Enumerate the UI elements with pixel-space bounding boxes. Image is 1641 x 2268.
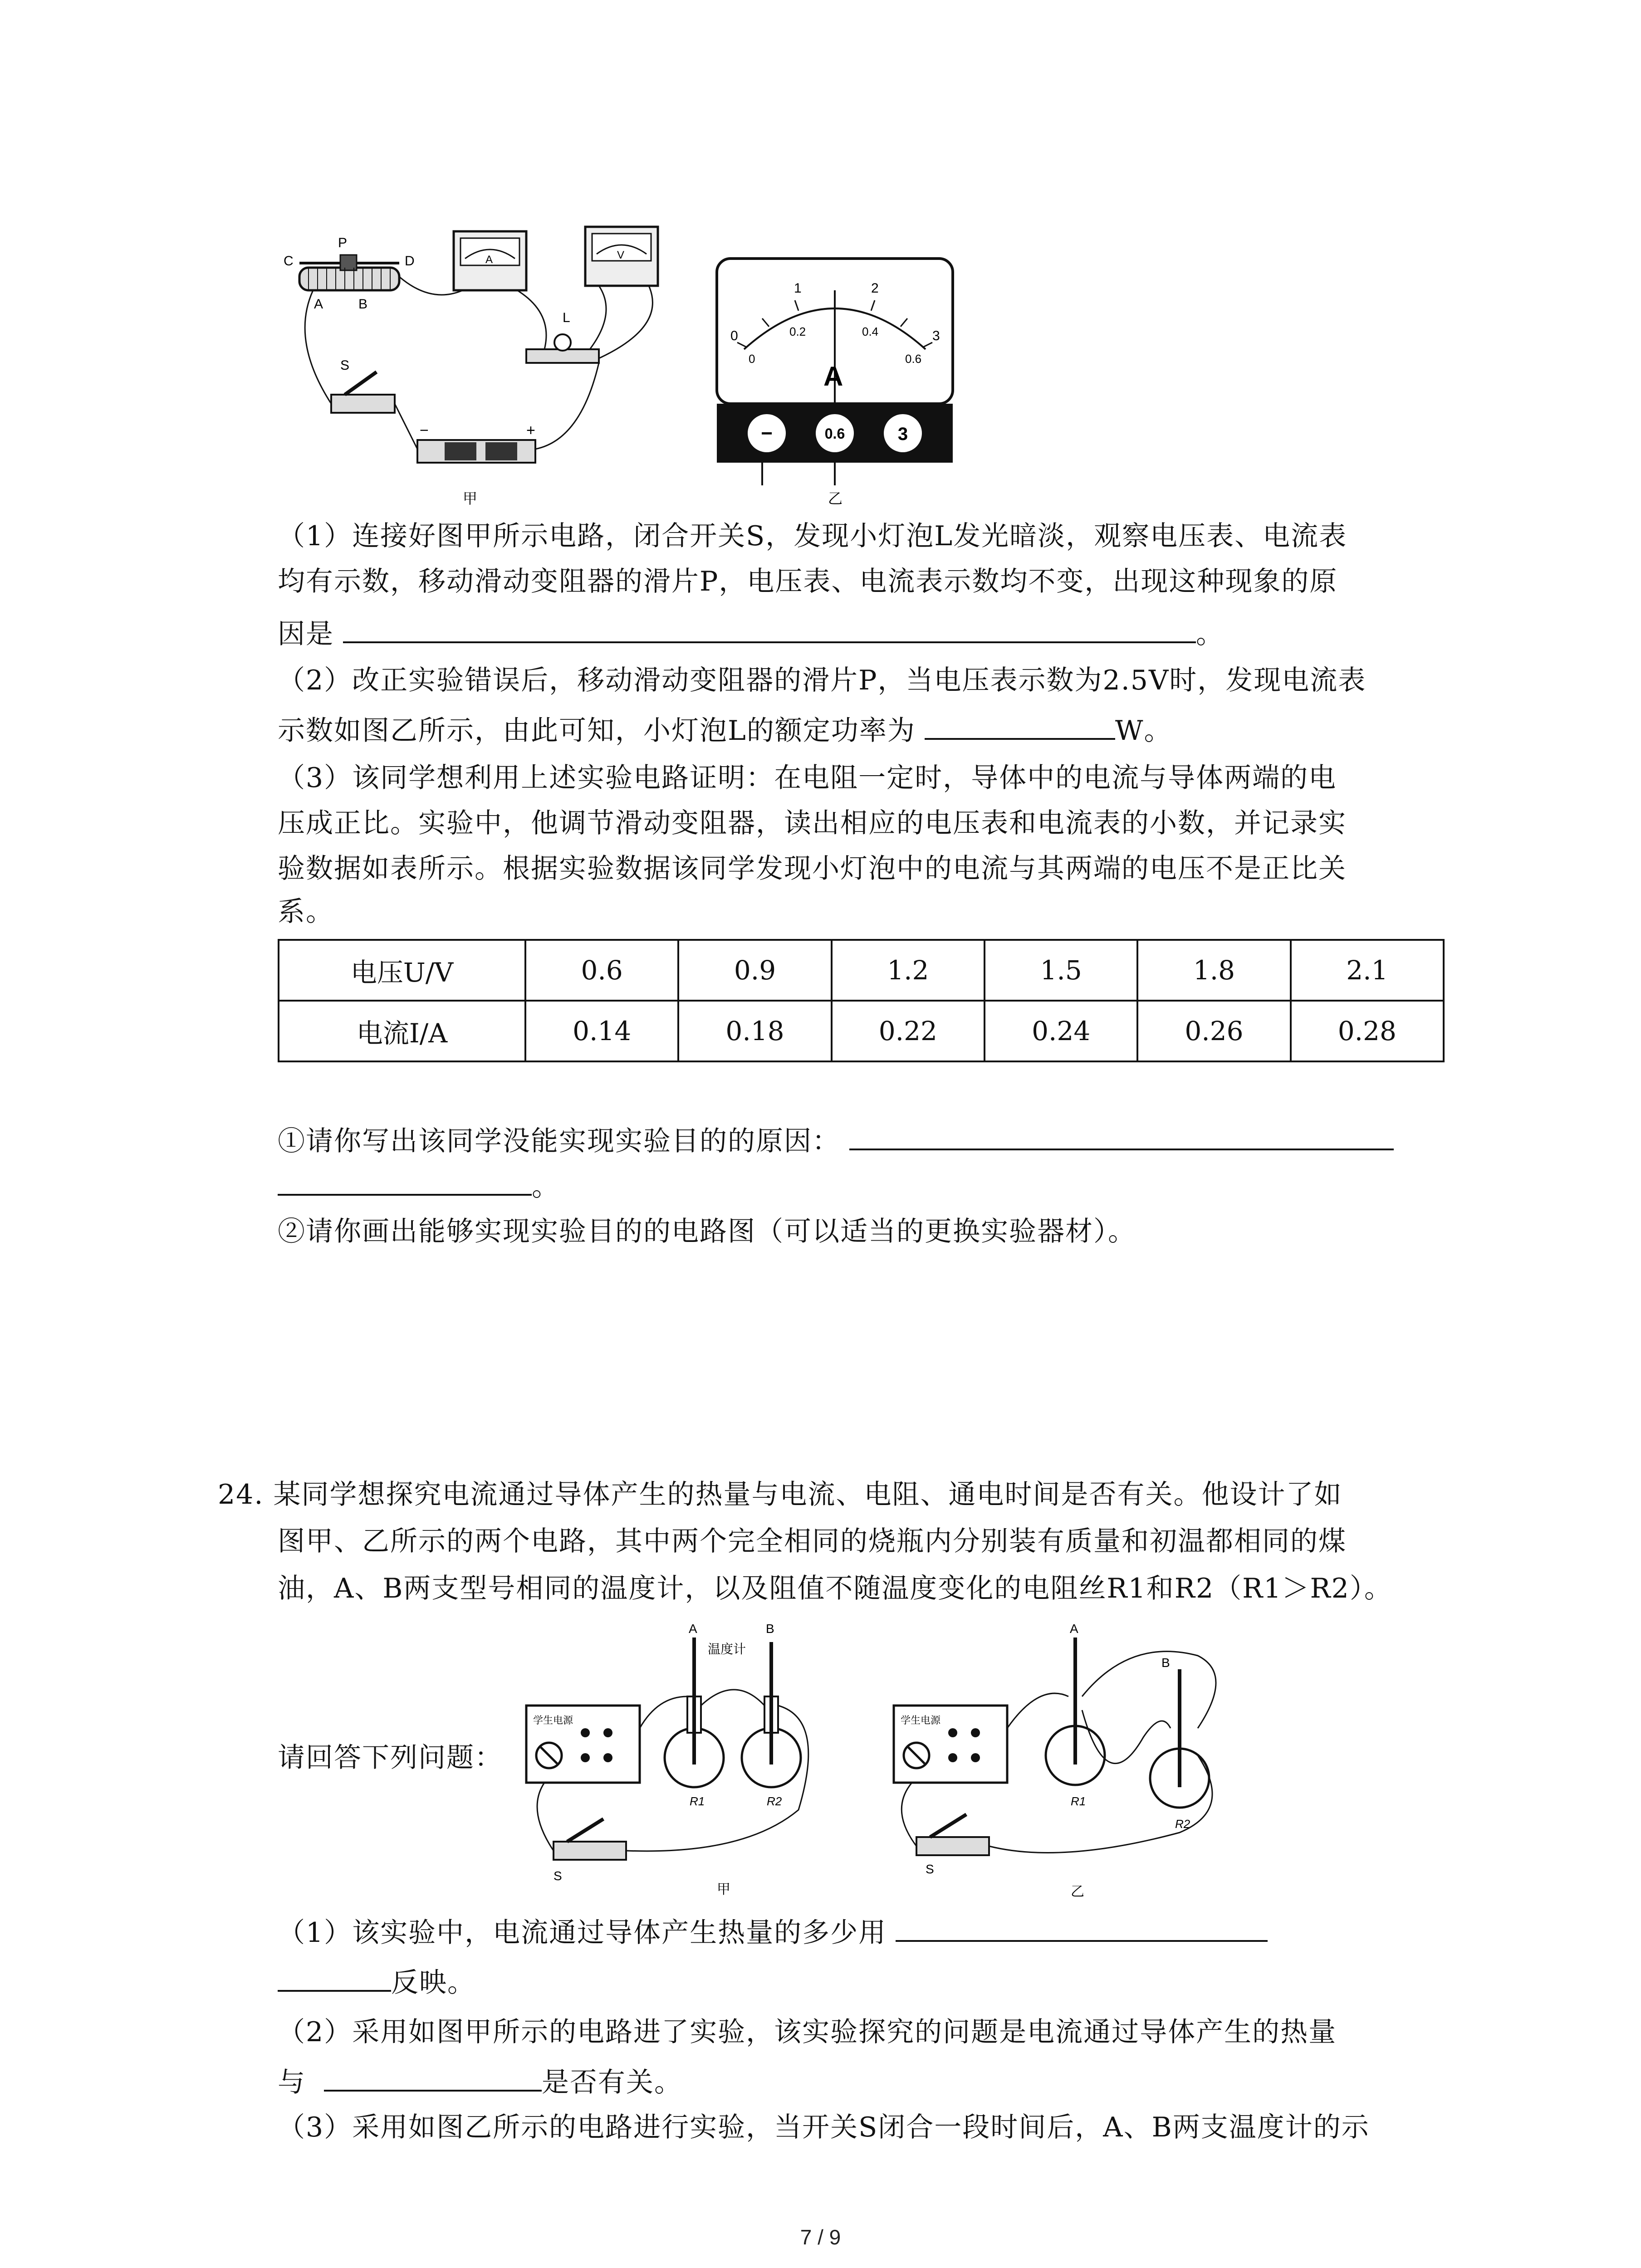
answer-blank-3[interactable] [849, 1120, 1394, 1150]
switch-jia: S [554, 1869, 562, 1883]
q23-p2-line1: （2）改正实验错误后，移动滑动变阻器的滑片P，当电压表示数为2.5V时，发现电流表 [278, 665, 1367, 696]
table-cell: 0.22 [832, 1001, 985, 1061]
table-row [279, 1001, 1444, 1061]
thermo-b-jia: B [766, 1622, 774, 1636]
rheostat-label-a: A [314, 297, 323, 312]
table-cell: 0.18 [678, 1001, 831, 1061]
figure-label-jia: 甲 [463, 490, 478, 507]
figure-label-yi: 乙 [828, 490, 843, 507]
meter-top-0: 0 [730, 328, 738, 343]
table-cell: 0.24 [985, 1001, 1137, 1061]
r1-jia: R1 [690, 1794, 705, 1808]
ammeter-device [454, 231, 526, 290]
answer-blank-3b[interactable] [278, 1166, 532, 1196]
meter-top-3: 3 [932, 328, 940, 343]
power-label-jia: 学生电源 [533, 1715, 573, 1726]
meter-bottom-2: 0.4 [862, 325, 879, 338]
q24-line3: 油，A、B两支型号相同的温度计，以及阻值不随温度变化的电阻丝R1和R2（R1＞R2）。 [278, 1573, 1392, 1604]
r1-yi: R1 [1071, 1794, 1086, 1808]
figure2-label-jia: 甲 [717, 1882, 730, 1897]
circuit-wires [305, 277, 652, 449]
table-row [279, 940, 1444, 1001]
table-cell: 1.5 [985, 940, 1137, 1001]
q23-p3-line2: 压成正比。实验中，他调节滑动变阻器，读出相应的电压表和电流表的小数，并记录实 [278, 807, 1347, 839]
voltmeter-letter: V [617, 249, 625, 261]
q23-p1-line3: 因是 。 [278, 613, 1224, 652]
q23-sub1-cont: 。 [278, 1166, 560, 1205]
terminal-minus: − [761, 422, 773, 445]
q24-q3-line1: （3）采用如图乙所示的电路进行实验，当开关S闭合一段时间后，A、B两支温度计的示 [278, 2112, 1370, 2143]
table-cell: 0.9 [678, 940, 831, 1001]
q23-p1-line1: （1）连接好图甲所示电路，闭合开关S，发现小灯泡L发光暗淡，观察电压表、电流表 [278, 520, 1347, 552]
rheostat-label-b: B [358, 297, 368, 312]
answer-blank-1[interactable] [343, 613, 1196, 643]
thermo-a-jia: A [689, 1622, 697, 1636]
q24-q1-line2: 反映。 [278, 1962, 475, 2001]
battery-plus: + [526, 422, 535, 439]
rheostat-label-d: D [405, 254, 415, 269]
rheostat [284, 235, 415, 312]
page-number: 7 / 9 [800, 2225, 841, 2249]
lamp [526, 310, 599, 363]
q24-q2-line2: 与 是否有关。 [278, 2062, 682, 2101]
switch [331, 358, 395, 413]
answer-blank-5[interactable] [324, 2062, 542, 2092]
q23-sub2: ②请你画出能够实现实验目的的电路图（可以适当的更换实验器材）。 [278, 1216, 1136, 1247]
battery-minus: − [420, 422, 429, 439]
r2-jia: R2 [767, 1794, 782, 1808]
table-cell: 1.8 [1137, 940, 1290, 1001]
table-head-voltage: 电压U/V [279, 940, 525, 1001]
answer-blank-2[interactable] [925, 710, 1115, 740]
r2-yi: R2 [1175, 1817, 1190, 1831]
power-label-yi: 学生电源 [901, 1715, 941, 1726]
meter-top-2: 2 [871, 281, 879, 296]
lamp-label: L [563, 310, 570, 325]
figure2-label-yi: 乙 [1071, 1884, 1084, 1899]
circuit-jia [526, 1622, 808, 1897]
q23-p3-line1: （3）该同学想利用上述实验电路证明：在电阻一定时，导体中的电流与导体两端的电 [278, 762, 1337, 794]
q23-p1-line2: 均有示数，移动滑动变阻器的滑片P，电压表、电流表示数均不变，出现这种现象的原 [278, 566, 1338, 597]
q23-p3-line3: 验数据如表所示。根据实验数据该同学发现小灯泡中的电流与其两端的电压不是正比关 [278, 853, 1347, 885]
voltmeter-device [585, 227, 658, 286]
meter-bottom-0: 0 [749, 352, 755, 366]
table-cell: 1.2 [832, 940, 985, 1001]
thermo-b-yi: B [1161, 1656, 1170, 1670]
circuit-yi [894, 1622, 1216, 1899]
table-cell: 0.28 [1291, 1001, 1444, 1061]
meter-top-1: 1 [794, 281, 802, 296]
switch-label: S [340, 358, 350, 373]
ammeter-letter: A [485, 254, 493, 266]
table-head-current: 电流I/A [279, 1001, 525, 1061]
rheostat-label-c: C [284, 254, 294, 269]
q24-q2-line1: （2）采用如图甲所示的电路进了实验，该实验探究的问题是电流通过导体产生的热量 [278, 2016, 1337, 2048]
rheostat-label-p: P [338, 235, 348, 250]
battery [417, 422, 535, 463]
terminal-3: 3 [897, 424, 908, 444]
q23-sub1: ①请你写出该同学没能实现实验目的的原因： [278, 1120, 1394, 1159]
q23-p3-line4: 系。 [278, 896, 334, 928]
answer-blank-4[interactable] [896, 1912, 1268, 1942]
table-cell: 0.6 [525, 940, 678, 1001]
ammeter-dial [717, 259, 953, 485]
terminal-06: 0.6 [824, 425, 845, 442]
q24-q1-line1: （1）该实验中，电流通过导体产生热量的多少用 [278, 1912, 1268, 1951]
thermometer-label: 温度计 [708, 1642, 746, 1656]
meter-bottom-1: 0.2 [789, 325, 806, 338]
table-cell: 2.1 [1291, 940, 1444, 1001]
q23-p2-line2: 示数如图乙所示，由此可知，小灯泡L的额定功率为 W。 [278, 710, 1172, 749]
table-cell: 0.26 [1137, 1001, 1290, 1061]
q24-line1: 24. 某同学想探究电流通过导体产生的热量与电流、电阻、通电时间是否有关。他设计了如 [218, 1479, 1342, 1510]
q24-prompt: 请回答下列问题： [278, 1742, 503, 1774]
thermo-a-yi: A [1070, 1622, 1078, 1636]
q24-line2: 图甲、乙所示的两个电路，其中两个完全相同的烧瓶内分别装有质量和初温都相同的煤 [278, 1525, 1347, 1557]
meter-unit: A [823, 361, 843, 391]
data-table [278, 939, 1445, 1062]
answer-blank-4b[interactable] [278, 1962, 391, 1992]
figure-heat-circuits [517, 1619, 1434, 1901]
switch-yi: S [926, 1862, 934, 1876]
figure-circuit-jia-yi [272, 213, 980, 513]
meter-bottom-3: 0.6 [905, 352, 922, 366]
table-cell: 0.14 [525, 1001, 678, 1061]
